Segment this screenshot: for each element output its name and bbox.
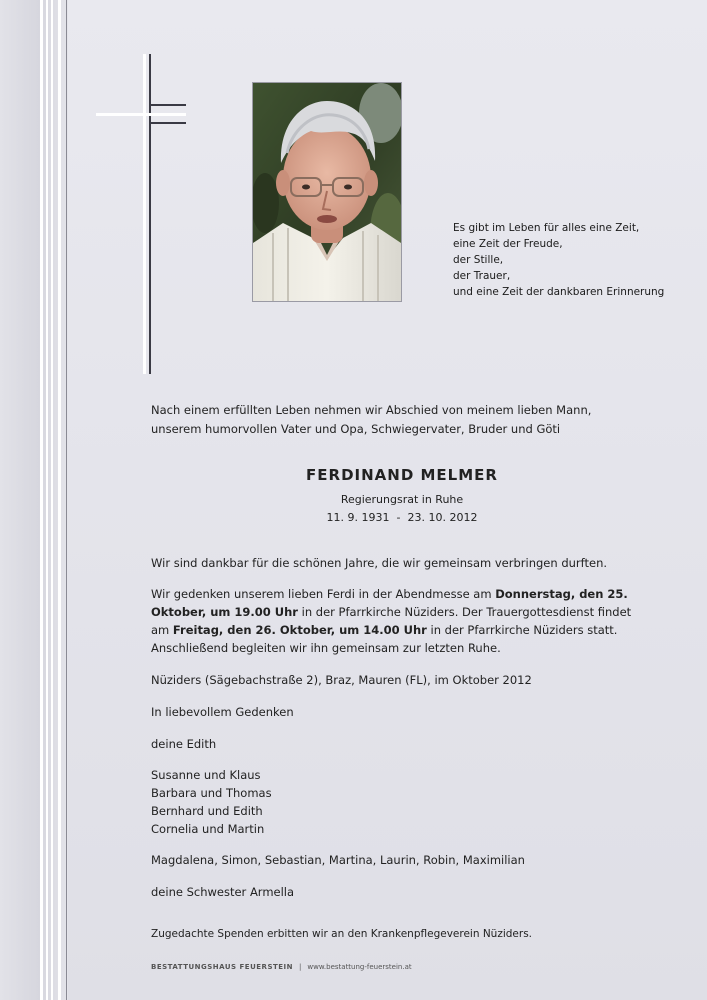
border-stripe	[46, 0, 48, 1000]
footer-separator: |	[299, 963, 302, 971]
family-member: Bernhard und Edith	[151, 804, 263, 818]
donations-text: Zugedachte Spenden erbitten wir an den Krankenpflegeverein Nüziders.	[151, 928, 533, 940]
grandchildren-text: Magdalena, Simon, Sebastian, Martina, Laurin, Robin, Maximilian	[151, 853, 525, 867]
family-list	[151, 766, 272, 838]
family-member: Barbara und Thomas	[151, 786, 272, 800]
deceased-title: Regierungsrat in Ruhe	[340, 493, 464, 506]
poem-line: der Trauer,	[453, 270, 511, 282]
border-stripe	[66, 0, 67, 1000]
service-date-2: Freitag, den 26. Oktober, um 14.00 Uhr	[172, 623, 427, 637]
service-text-part: Wir gedenken unserem lieben Ferdi in der Abendmesse am	[151, 587, 496, 601]
family-member: Susanne und Klaus	[151, 768, 261, 782]
service-text-part: in der Pfarrkirche Nüziders. Der Trauergottesdienst findet am	[151, 605, 632, 637]
poem-line: der Stille,	[453, 254, 504, 266]
thanks-text: Wir sind dankbar für die schönen Jahre, die wir gemeinsam verbringen durften.	[151, 556, 608, 570]
portrait-photo	[252, 82, 402, 302]
footer	[151, 963, 412, 971]
footer-brand: BESTATTUNGSHAUS FEUERSTEIN	[151, 963, 294, 971]
service-date-1: Donnerstag, den 25. Oktober, um 19.00 Uhr	[151, 587, 628, 619]
poem	[453, 220, 693, 300]
family-member: Cornelia und Martin	[151, 822, 265, 836]
border-stripe	[51, 0, 53, 1000]
poem-line: Es gibt im Leben für alles eine Zeit,	[453, 222, 640, 234]
service-text-part: in der Pfarrkirche Nüziders statt. Anschließend begleiten wir ihn gemeinsam zur letzten Ruhe.	[151, 623, 618, 655]
closing-text: In liebevollem Gedenken	[151, 705, 294, 719]
poem-line: eine Zeit der Freude,	[453, 238, 563, 250]
border-stripe	[58, 0, 61, 1000]
border-stripe	[40, 0, 43, 1000]
intro-text: Nach einem erfüllten Leben nehmen wir Abschied von meinem lieben Mann, unserem humorvollen Vater und Opa, Schwiegervater, Bruder und Göti	[151, 403, 592, 436]
footer-website: www.bestattung-feuerstein.at	[307, 963, 412, 971]
sister-text: deine Schwester Armella	[151, 885, 295, 899]
place-date: Nüziders (Sägebachstraße 2), Braz, Mauren (FL), im Oktober 2012	[151, 673, 532, 687]
poem-line: und eine Zeit der dankbaren Erinnerung	[453, 286, 665, 298]
deceased-name: FERDINAND MELMER	[306, 466, 498, 484]
spouse-text: deine Edith	[151, 737, 217, 751]
service-text	[151, 585, 646, 657]
life-dates: 11. 9. 1931 - 23. 10. 2012	[326, 511, 478, 524]
